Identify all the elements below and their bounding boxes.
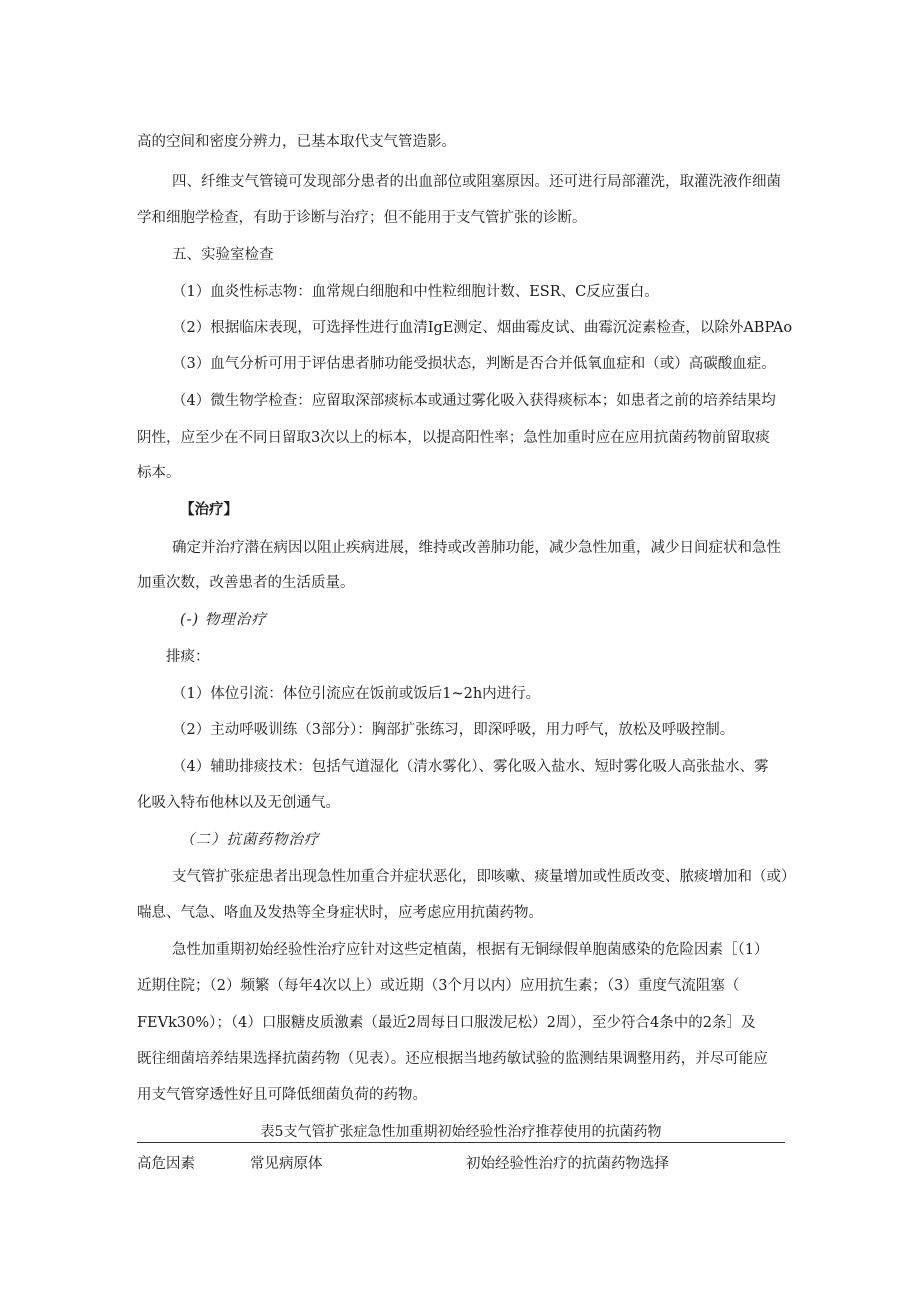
table-top-rule	[137, 1142, 785, 1143]
paragraph-text: 近期住院；（2）频繁（每年4次以上）或近期（3个月以内）应用抗生素；（3）重度气流阻塞（	[137, 978, 740, 994]
list-item: （1）血炎性标志物：血常规白细胞和中性粒细胞计数、ESR、C反应蛋白。	[172, 284, 659, 300]
section-heading-treatment: 【治疗】	[180, 501, 238, 518]
paragraph-text: 高的空间和密度分辨力，已基本取代支气管造影。	[137, 134, 456, 150]
list-item: （3）血气分析可用于评估患者肺功能受损状态，判断是否合并低氧血症和（或）高碳酸血症。	[172, 356, 776, 372]
paragraph-text: 学和细胞学检查，有助于诊断与治疗；但不能用于支气管扩张的诊断。	[137, 210, 587, 226]
paragraph-text: 排痰：	[166, 649, 210, 665]
list-item: （2）根据临床表现，可选择性进行血清IgE测定、烟曲霉皮试、曲霉沉淀素检查，以除外ABPAo	[172, 320, 793, 336]
paragraph-text: 四、纤维支气管镜可发现部分患者的出血部位或阻塞原因。还可进行局部灌洗，取灌洗液作细菌	[172, 174, 781, 190]
list-item-continued: 阴性，应至少在不同日留取3次以上的标本，以提高阳性率；急性加重时应在应用抗菌药物前留取痰	[137, 430, 770, 446]
subsection-heading: （二）抗菌药物治疗	[180, 832, 320, 848]
paragraph-text: 用支气管穿透性好且可降低细菌负荷的药物。	[137, 1087, 427, 1103]
table-header-antibiotic-choice: 初始经验性治疗的抗菌药物选择	[466, 1156, 669, 1172]
list-item: （2）主动呼吸训练（3部分）：胸部扩张练习，即深呼吸，用力呼气，放松及呼吸控制。	[172, 722, 735, 738]
subsection-heading: (-) 物理治疗	[180, 612, 267, 628]
table-caption: 表5支气管扩张症急性加重期初始经验性治疗推荐使用的抗菌药物	[260, 1124, 662, 1140]
paragraph-text: 急性加重期初始经验性治疗应针对这些定植菌，根据有无铜绿假单胞菌感染的危险因素［（1）	[172, 942, 769, 958]
paragraph-text: 喘息、气急、咯血及发热等全身症状时，应考虑应用抗菌药物。	[137, 905, 543, 921]
table-header-risk-factor: 高危因素	[137, 1156, 195, 1172]
paragraph-text: 既往细菌培养结果选择抗菌药物（见表）。还应根据当地药敏试验的监测结果调整用药，并尽可能应	[137, 1051, 768, 1067]
list-item-continued: 化吸入特布他林以及无创通气。	[137, 795, 340, 811]
list-item: （1）体位引流：体位引流应在饭前或饭后1~2h内进行。	[172, 686, 541, 702]
list-item-continued: 标本。	[137, 465, 181, 481]
list-item: （4）辅助排痰技术：包括气道湿化（清水雾化）、雾化吸入盐水、短时雾化吸人高张盐水、雾	[172, 759, 769, 775]
paragraph-text: 确定并治疗潜在病因以阻止疾病进展，维持或改善肺功能，减少急性加重，减少日间症状和急性	[172, 540, 781, 556]
paragraph-text: 支气管扩张症患者出现急性加重合并症状恶化，即咳嗽、痰量增加或性质改变、脓痰增加和（或）	[172, 869, 796, 885]
paragraph-text: FEVk30%）；（4）口服糖皮质激素（最近2周每日口服泼尼松）2周），至少符合4条中的2条］及	[137, 1015, 756, 1031]
table-header-pathogen: 常见病原体	[250, 1156, 323, 1172]
list-item: （4）微生物学检查：应留取深部痰标本或通过雾化吸入获得痰标本；如患者之前的培养结果均	[172, 393, 776, 409]
section-heading: 五、实验室检查	[172, 247, 274, 263]
paragraph-text: 加重次数，改善患者的生活质量。	[137, 575, 355, 591]
